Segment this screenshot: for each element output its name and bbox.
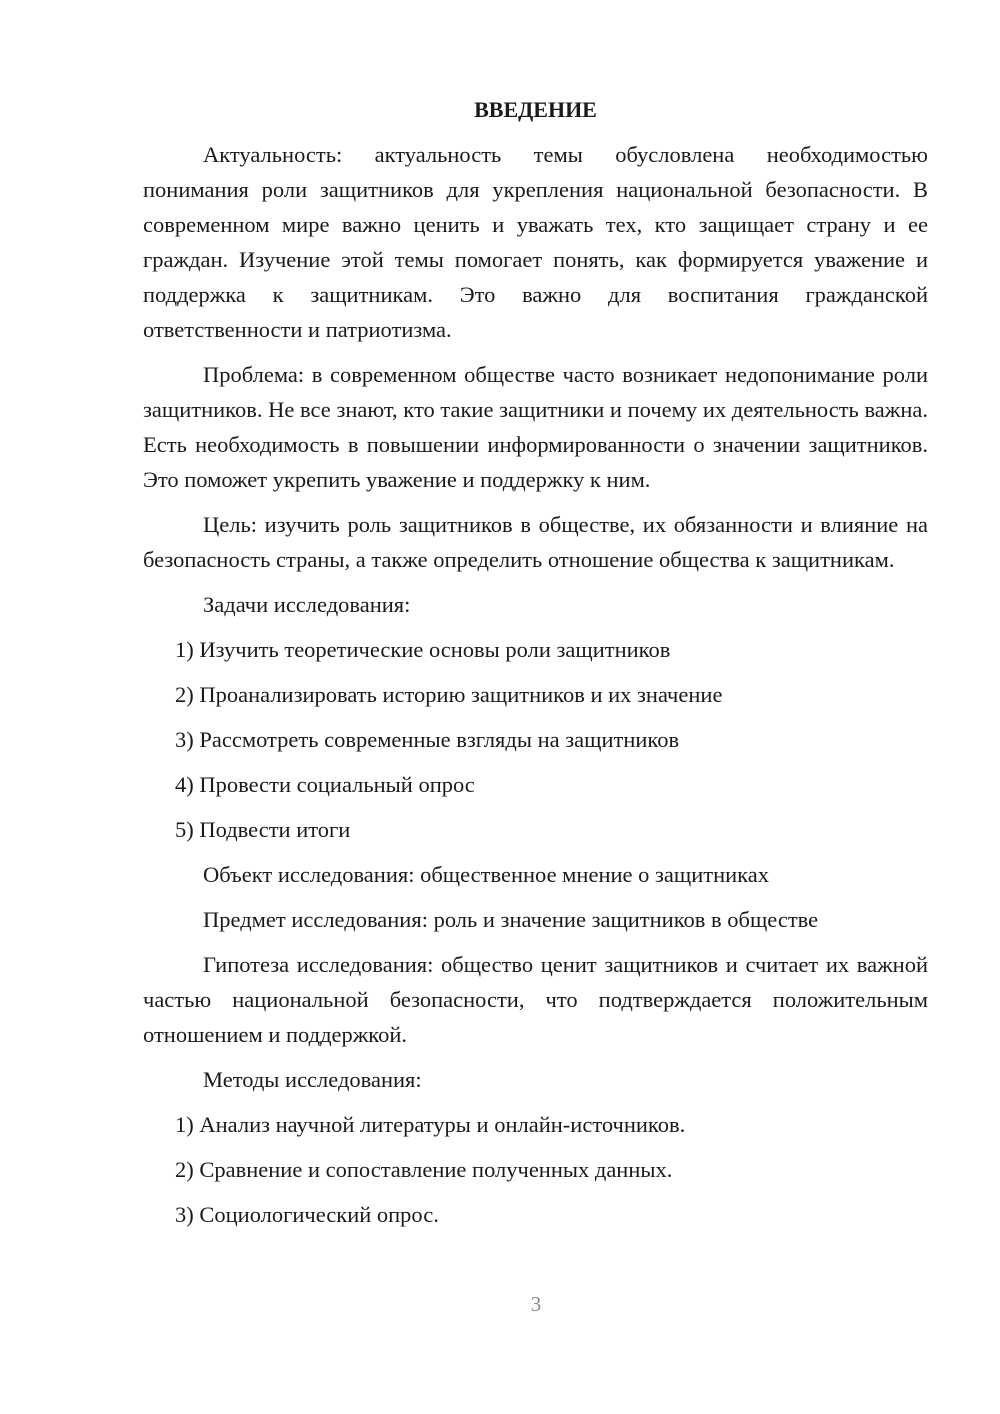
list-item: 3) Рассмотреть современные взгляды на защитников [175, 727, 680, 752]
list-item: 4) Провести социальный опрос [175, 772, 475, 797]
goal-paragraph: Цель: изучить роль защитников в обществе, их обязанности и влияние на безопасность страны, а также определить отношение общества к защитникам. [143, 512, 928, 572]
hypothesis-paragraph: Гипотеза исследования: общество ценит защитников и считает их важной частью национальной безопасности, что подтверждается положительным отношением и поддержкой. [143, 952, 928, 1047]
list-item: 2) Проанализировать историю защитников и их значение [175, 682, 723, 707]
section-title: ВВЕДЕНИЕ [474, 97, 597, 122]
subject-line: Предмет исследования: роль и значение защитников в обществе [203, 907, 819, 932]
methods-label: Методы исследования: [203, 1067, 422, 1092]
list-item: 1) Изучить теоретические основы роли защитников [175, 637, 671, 662]
problem-paragraph: Проблема: в современном обществе часто возникает недопонимание роли защитников. Не все знают, кто такие защитники и почему их деятельность важна. Есть необходимость в повышении информированности о значении защитников. Это поможет укрепить уважение и поддержку к ним. [143, 362, 928, 492]
list-item: 3) Социологический опрос. [175, 1202, 439, 1227]
relevance-paragraph: Актуальность: актуальность темы обусловлена необходимостью понимания роли защитников для укрепления национальной безопасности. В современном мире важно ценить и уважать тех, кто защищает страну и ее граждан. Изучение этой темы помогает понять, как формируется уважение и поддержка к защитникам. Это важно для воспитания гражданской ответственности и патриотизма. [143, 142, 928, 342]
object-line: Объект исследования: общественное мнение о защитниках [203, 862, 770, 887]
tasks-label: Задачи исследования: [203, 592, 411, 617]
methods-list [143, 1107, 928, 1232]
list-item: 1) Анализ научной литературы и онлайн-источников. [175, 1112, 686, 1137]
page-number: 3 [530, 1292, 542, 1316]
tasks-list [143, 632, 928, 847]
document-body [143, 92, 928, 1242]
list-item: 5) Подвести итоги [175, 817, 351, 842]
list-item: 2) Сравнение и сопоставление полученных данных. [175, 1157, 673, 1182]
